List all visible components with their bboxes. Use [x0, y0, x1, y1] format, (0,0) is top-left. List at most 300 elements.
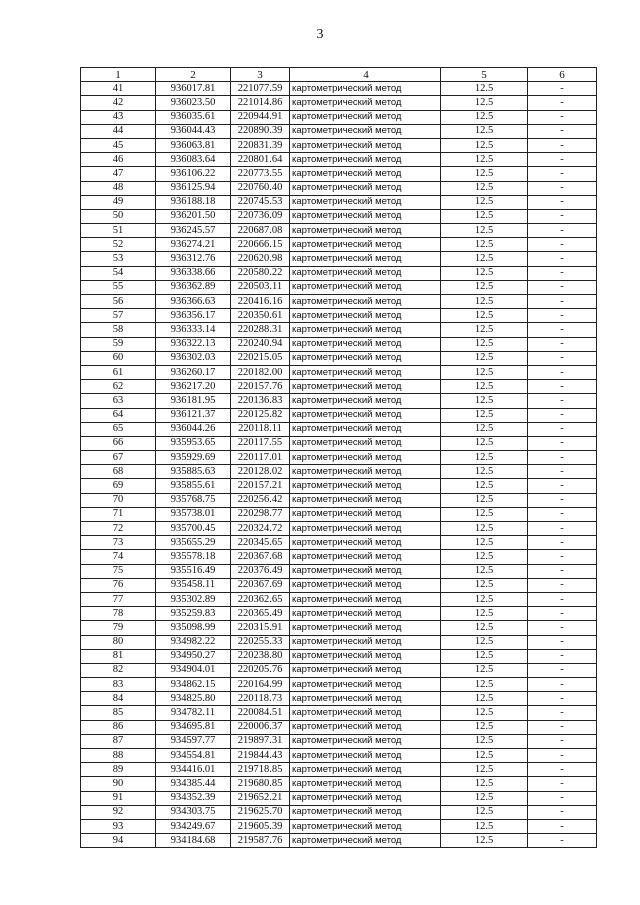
accuracy-cell: 12.5: [441, 607, 528, 621]
point-number-cell: 78: [81, 607, 156, 621]
note-cell: -: [528, 337, 597, 351]
point-number-cell: 64: [81, 408, 156, 422]
table-row: [81, 252, 597, 266]
note-cell: -: [528, 323, 597, 337]
note-cell: -: [528, 592, 597, 606]
table-row: [81, 763, 597, 777]
accuracy-cell: 12.5: [441, 181, 528, 195]
y-coordinate-cell: 220801.64: [231, 153, 290, 167]
table-row: [81, 209, 597, 223]
y-coordinate-cell: 220136.83: [231, 394, 290, 408]
point-number-cell: 76: [81, 578, 156, 592]
accuracy-cell: 12.5: [441, 295, 528, 309]
method-cell: картометрический метод: [290, 408, 441, 422]
y-coordinate-cell: 220367.68: [231, 550, 290, 564]
y-coordinate-cell: 220157.21: [231, 479, 290, 493]
point-number-cell: 63: [81, 394, 156, 408]
y-coordinate-cell: 220944.91: [231, 110, 290, 124]
accuracy-cell: 12.5: [441, 479, 528, 493]
note-cell: -: [528, 635, 597, 649]
table-row: [81, 621, 597, 635]
x-coordinate-cell: 936362.89: [156, 280, 231, 294]
note-cell: -: [528, 777, 597, 791]
table-row: [81, 337, 597, 351]
table-row: [81, 663, 597, 677]
method-cell: картометрический метод: [290, 493, 441, 507]
accuracy-cell: 12.5: [441, 692, 528, 706]
y-coordinate-cell: 220760.40: [231, 181, 290, 195]
point-number-cell: 44: [81, 124, 156, 138]
method-cell: картометрический метод: [290, 82, 441, 96]
x-coordinate-cell: 934597.77: [156, 734, 231, 748]
x-coordinate-cell: 936063.81: [156, 138, 231, 152]
x-coordinate-cell: 936217.20: [156, 380, 231, 394]
accuracy-cell: 12.5: [441, 536, 528, 550]
point-number-cell: 61: [81, 365, 156, 379]
table-row: [81, 479, 597, 493]
x-coordinate-cell: 936274.21: [156, 238, 231, 252]
y-coordinate-cell: 220006.37: [231, 720, 290, 734]
note-cell: -: [528, 280, 597, 294]
accuracy-cell: 12.5: [441, 791, 528, 805]
note-cell: -: [528, 167, 597, 181]
x-coordinate-cell: 935098.99: [156, 621, 231, 635]
accuracy-cell: 12.5: [441, 351, 528, 365]
method-cell: картометрический метод: [290, 337, 441, 351]
accuracy-cell: 12.5: [441, 380, 528, 394]
point-number-cell: 46: [81, 153, 156, 167]
accuracy-cell: 12.5: [441, 720, 528, 734]
accuracy-cell: 12.5: [441, 238, 528, 252]
y-coordinate-cell: 220117.55: [231, 436, 290, 450]
accuracy-cell: 12.5: [441, 493, 528, 507]
x-coordinate-cell: 936188.18: [156, 195, 231, 209]
point-number-cell: 93: [81, 819, 156, 833]
accuracy-cell: 12.5: [441, 592, 528, 606]
method-cell: картометрический метод: [290, 436, 441, 450]
note-cell: -: [528, 295, 597, 309]
y-coordinate-cell: 220580.22: [231, 266, 290, 280]
table-row: [81, 522, 597, 536]
y-coordinate-cell: 220128.02: [231, 465, 290, 479]
point-number-cell: 83: [81, 678, 156, 692]
x-coordinate-cell: 935768.75: [156, 493, 231, 507]
note-cell: -: [528, 578, 597, 592]
table-row: [81, 309, 597, 323]
point-number-cell: 52: [81, 238, 156, 252]
x-coordinate-cell: 936245.57: [156, 224, 231, 238]
method-cell: картометрический метод: [290, 138, 441, 152]
coordinates-table: [80, 67, 597, 848]
note-cell: -: [528, 706, 597, 720]
point-number-cell: 66: [81, 436, 156, 450]
point-number-cell: 41: [81, 82, 156, 96]
accuracy-cell: 12.5: [441, 252, 528, 266]
y-coordinate-cell: 220084.51: [231, 706, 290, 720]
accuracy-cell: 12.5: [441, 138, 528, 152]
note-cell: -: [528, 436, 597, 450]
note-cell: -: [528, 819, 597, 833]
note-cell: -: [528, 422, 597, 436]
table-row: [81, 834, 597, 848]
accuracy-cell: 12.5: [441, 436, 528, 450]
x-coordinate-cell: 934554.81: [156, 749, 231, 763]
point-number-cell: 45: [81, 138, 156, 152]
note-cell: -: [528, 834, 597, 848]
accuracy-cell: 12.5: [441, 819, 528, 833]
x-coordinate-cell: 935259.83: [156, 607, 231, 621]
y-coordinate-cell: 220255.33: [231, 635, 290, 649]
note-cell: -: [528, 749, 597, 763]
point-number-cell: 82: [81, 663, 156, 677]
method-cell: картометрический метод: [290, 451, 441, 465]
x-coordinate-cell: 936338.66: [156, 266, 231, 280]
y-coordinate-cell: 220205.76: [231, 663, 290, 677]
method-cell: картометрический метод: [290, 110, 441, 124]
point-number-cell: 43: [81, 110, 156, 124]
point-number-cell: 86: [81, 720, 156, 734]
note-cell: -: [528, 181, 597, 195]
y-coordinate-cell: 220298.77: [231, 507, 290, 521]
table-row: [81, 238, 597, 252]
method-cell: картометрический метод: [290, 153, 441, 167]
table-row: [81, 578, 597, 592]
table-row: [81, 451, 597, 465]
note-cell: -: [528, 649, 597, 663]
x-coordinate-cell: 936322.13: [156, 337, 231, 351]
method-cell: картометрический метод: [290, 749, 441, 763]
method-cell: картометрический метод: [290, 394, 441, 408]
point-number-cell: 90: [81, 777, 156, 791]
x-coordinate-cell: 936044.26: [156, 422, 231, 436]
point-number-cell: 48: [81, 181, 156, 195]
accuracy-cell: 12.5: [441, 550, 528, 564]
y-coordinate-cell: 220687.08: [231, 224, 290, 238]
x-coordinate-cell: 935302.89: [156, 592, 231, 606]
table-row: [81, 82, 597, 96]
point-number-cell: 62: [81, 380, 156, 394]
point-number-cell: 67: [81, 451, 156, 465]
accuracy-cell: 12.5: [441, 337, 528, 351]
y-coordinate-cell: 220890.39: [231, 124, 290, 138]
method-cell: картометрический метод: [290, 252, 441, 266]
accuracy-cell: 12.5: [441, 465, 528, 479]
note-cell: -: [528, 351, 597, 365]
note-cell: -: [528, 805, 597, 819]
method-cell: картометрический метод: [290, 578, 441, 592]
x-coordinate-cell: 936125.94: [156, 181, 231, 195]
note-cell: -: [528, 720, 597, 734]
note-cell: -: [528, 692, 597, 706]
note-cell: -: [528, 380, 597, 394]
note-cell: -: [528, 224, 597, 238]
accuracy-cell: 12.5: [441, 394, 528, 408]
table-row: [81, 678, 597, 692]
point-number-cell: 70: [81, 493, 156, 507]
accuracy-cell: 12.5: [441, 564, 528, 578]
note-cell: -: [528, 408, 597, 422]
accuracy-cell: 12.5: [441, 408, 528, 422]
note-cell: -: [528, 550, 597, 564]
note-cell: -: [528, 621, 597, 635]
table-row: [81, 153, 597, 167]
method-cell: картометрический метод: [290, 621, 441, 635]
accuracy-cell: 12.5: [441, 649, 528, 663]
accuracy-cell: 12.5: [441, 365, 528, 379]
table-row: [81, 394, 597, 408]
note-cell: -: [528, 493, 597, 507]
method-cell: картометрический метод: [290, 663, 441, 677]
note-cell: -: [528, 451, 597, 465]
column-header-3: 3: [231, 68, 290, 82]
point-number-cell: 72: [81, 522, 156, 536]
x-coordinate-cell: 935738.01: [156, 507, 231, 521]
note-cell: -: [528, 465, 597, 479]
note-cell: -: [528, 266, 597, 280]
y-coordinate-cell: 220256.42: [231, 493, 290, 507]
x-coordinate-cell: 934249.67: [156, 819, 231, 833]
column-header-6: 6: [528, 68, 597, 82]
x-coordinate-cell: 934385.44: [156, 777, 231, 791]
method-cell: картометрический метод: [290, 734, 441, 748]
x-coordinate-cell: 934184.68: [156, 834, 231, 848]
point-number-cell: 58: [81, 323, 156, 337]
table-row: [81, 819, 597, 833]
accuracy-cell: 12.5: [441, 663, 528, 677]
point-number-cell: 60: [81, 351, 156, 365]
page-number: 3: [316, 27, 324, 42]
y-coordinate-cell: 220376.49: [231, 564, 290, 578]
note-cell: -: [528, 763, 597, 777]
y-coordinate-cell: 221077.59: [231, 82, 290, 96]
table-row: [81, 649, 597, 663]
y-coordinate-cell: 220315.91: [231, 621, 290, 635]
method-cell: картометрический метод: [290, 195, 441, 209]
y-coordinate-cell: 220773.55: [231, 167, 290, 181]
note-cell: -: [528, 507, 597, 521]
table-row: [81, 805, 597, 819]
point-number-cell: 77: [81, 592, 156, 606]
table-row: [81, 408, 597, 422]
table-row: [81, 536, 597, 550]
table-row: [81, 138, 597, 152]
y-coordinate-cell: 220164.99: [231, 678, 290, 692]
y-coordinate-cell: 220365.49: [231, 607, 290, 621]
x-coordinate-cell: 936121.37: [156, 408, 231, 422]
point-number-cell: 81: [81, 649, 156, 663]
x-coordinate-cell: 936181.95: [156, 394, 231, 408]
y-coordinate-cell: 219625.70: [231, 805, 290, 819]
method-cell: картометрический метод: [290, 380, 441, 394]
method-cell: картометрический метод: [290, 124, 441, 138]
y-coordinate-cell: 220125.82: [231, 408, 290, 422]
table-row: [81, 280, 597, 294]
table-row: [81, 323, 597, 337]
point-number-cell: 89: [81, 763, 156, 777]
point-number-cell: 59: [81, 337, 156, 351]
y-coordinate-cell: 220238.80: [231, 649, 290, 663]
accuracy-cell: 12.5: [441, 323, 528, 337]
x-coordinate-cell: 936366.63: [156, 295, 231, 309]
point-number-cell: 56: [81, 295, 156, 309]
x-coordinate-cell: 936333.14: [156, 323, 231, 337]
table-row: [81, 720, 597, 734]
method-cell: картометрический метод: [290, 422, 441, 436]
x-coordinate-cell: 935953.65: [156, 436, 231, 450]
accuracy-cell: 12.5: [441, 451, 528, 465]
note-cell: -: [528, 536, 597, 550]
y-coordinate-cell: 220118.11: [231, 422, 290, 436]
note-cell: -: [528, 209, 597, 223]
method-cell: картометрический метод: [290, 635, 441, 649]
method-cell: картометрический метод: [290, 266, 441, 280]
x-coordinate-cell: 936356.17: [156, 309, 231, 323]
y-coordinate-cell: 219718.85: [231, 763, 290, 777]
accuracy-cell: 12.5: [441, 706, 528, 720]
note-cell: -: [528, 365, 597, 379]
table-row: [81, 749, 597, 763]
table-row: [81, 607, 597, 621]
method-cell: картометрический метод: [290, 96, 441, 110]
y-coordinate-cell: 220157.76: [231, 380, 290, 394]
accuracy-cell: 12.5: [441, 153, 528, 167]
note-cell: -: [528, 564, 597, 578]
note-cell: -: [528, 195, 597, 209]
x-coordinate-cell: 935516.49: [156, 564, 231, 578]
x-coordinate-cell: 936106.22: [156, 167, 231, 181]
point-number-cell: 94: [81, 834, 156, 848]
note-cell: -: [528, 479, 597, 493]
y-coordinate-cell: 220324.72: [231, 522, 290, 536]
note-cell: -: [528, 110, 597, 124]
point-number-cell: 68: [81, 465, 156, 479]
column-header-4: 4: [290, 68, 441, 82]
method-cell: картометрический метод: [290, 607, 441, 621]
point-number-cell: 53: [81, 252, 156, 266]
method-cell: картометрический метод: [290, 295, 441, 309]
method-cell: картометрический метод: [290, 805, 441, 819]
note-cell: -: [528, 663, 597, 677]
point-number-cell: 74: [81, 550, 156, 564]
point-number-cell: 75: [81, 564, 156, 578]
point-number-cell: 49: [81, 195, 156, 209]
y-coordinate-cell: 220831.39: [231, 138, 290, 152]
method-cell: картометрический метод: [290, 522, 441, 536]
y-coordinate-cell: 220288.31: [231, 323, 290, 337]
method-cell: картометрический метод: [290, 536, 441, 550]
x-coordinate-cell: 936260.17: [156, 365, 231, 379]
point-number-cell: 42: [81, 96, 156, 110]
table-row: [81, 507, 597, 521]
x-coordinate-cell: 935578.18: [156, 550, 231, 564]
point-number-cell: 84: [81, 692, 156, 706]
table-row: [81, 422, 597, 436]
accuracy-cell: 12.5: [441, 621, 528, 635]
method-cell: картометрический метод: [290, 834, 441, 848]
table-row: [81, 436, 597, 450]
accuracy-cell: 12.5: [441, 834, 528, 848]
y-coordinate-cell: 220350.61: [231, 309, 290, 323]
x-coordinate-cell: 936035.61: [156, 110, 231, 124]
note-cell: -: [528, 238, 597, 252]
method-cell: картометрический метод: [290, 465, 441, 479]
method-cell: картометрический метод: [290, 692, 441, 706]
point-number-cell: 87: [81, 734, 156, 748]
y-coordinate-cell: 219587.76: [231, 834, 290, 848]
y-coordinate-cell: 220345.65: [231, 536, 290, 550]
table-row: [81, 564, 597, 578]
accuracy-cell: 12.5: [441, 224, 528, 238]
table-header-row: [81, 68, 597, 82]
point-number-cell: 54: [81, 266, 156, 280]
method-cell: картометрический метод: [290, 309, 441, 323]
method-cell: картометрический метод: [290, 351, 441, 365]
point-number-cell: 79: [81, 621, 156, 635]
table-row: [81, 493, 597, 507]
table-row: [81, 181, 597, 195]
x-coordinate-cell: 935855.61: [156, 479, 231, 493]
method-cell: картометрический метод: [290, 550, 441, 564]
y-coordinate-cell: 220620.98: [231, 252, 290, 266]
point-number-cell: 80: [81, 635, 156, 649]
note-cell: -: [528, 734, 597, 748]
y-coordinate-cell: 219652.21: [231, 791, 290, 805]
accuracy-cell: 12.5: [441, 734, 528, 748]
table-row: [81, 380, 597, 394]
table-row: [81, 777, 597, 791]
point-number-cell: 91: [81, 791, 156, 805]
accuracy-cell: 12.5: [441, 522, 528, 536]
x-coordinate-cell: 936201.50: [156, 209, 231, 223]
table-row: [81, 465, 597, 479]
note-cell: -: [528, 138, 597, 152]
accuracy-cell: 12.5: [441, 266, 528, 280]
table-row: [81, 692, 597, 706]
accuracy-cell: 12.5: [441, 578, 528, 592]
y-coordinate-cell: 220240.94: [231, 337, 290, 351]
accuracy-cell: 12.5: [441, 309, 528, 323]
method-cell: картометрический метод: [290, 479, 441, 493]
method-cell: картометрический метод: [290, 649, 441, 663]
column-header-5: 5: [441, 68, 528, 82]
x-coordinate-cell: 934950.27: [156, 649, 231, 663]
method-cell: картометрический метод: [290, 507, 441, 521]
note-cell: -: [528, 124, 597, 138]
x-coordinate-cell: 934782.11: [156, 706, 231, 720]
method-cell: картометрический метод: [290, 224, 441, 238]
note-cell: -: [528, 252, 597, 266]
note-cell: -: [528, 522, 597, 536]
y-coordinate-cell: 219680.85: [231, 777, 290, 791]
method-cell: картометрический метод: [290, 323, 441, 337]
accuracy-cell: 12.5: [441, 195, 528, 209]
y-coordinate-cell: 219844.43: [231, 749, 290, 763]
method-cell: картометрический метод: [290, 238, 441, 252]
method-cell: картометрический метод: [290, 777, 441, 791]
x-coordinate-cell: 934904.01: [156, 663, 231, 677]
method-cell: картометрический метод: [290, 678, 441, 692]
point-number-cell: 50: [81, 209, 156, 223]
x-coordinate-cell: 935458.11: [156, 578, 231, 592]
table-row: [81, 224, 597, 238]
x-coordinate-cell: 936083.64: [156, 153, 231, 167]
y-coordinate-cell: 219897.31: [231, 734, 290, 748]
table-body: [81, 82, 597, 848]
table-row: [81, 124, 597, 138]
accuracy-cell: 12.5: [441, 82, 528, 96]
table-row: [81, 791, 597, 805]
note-cell: -: [528, 791, 597, 805]
